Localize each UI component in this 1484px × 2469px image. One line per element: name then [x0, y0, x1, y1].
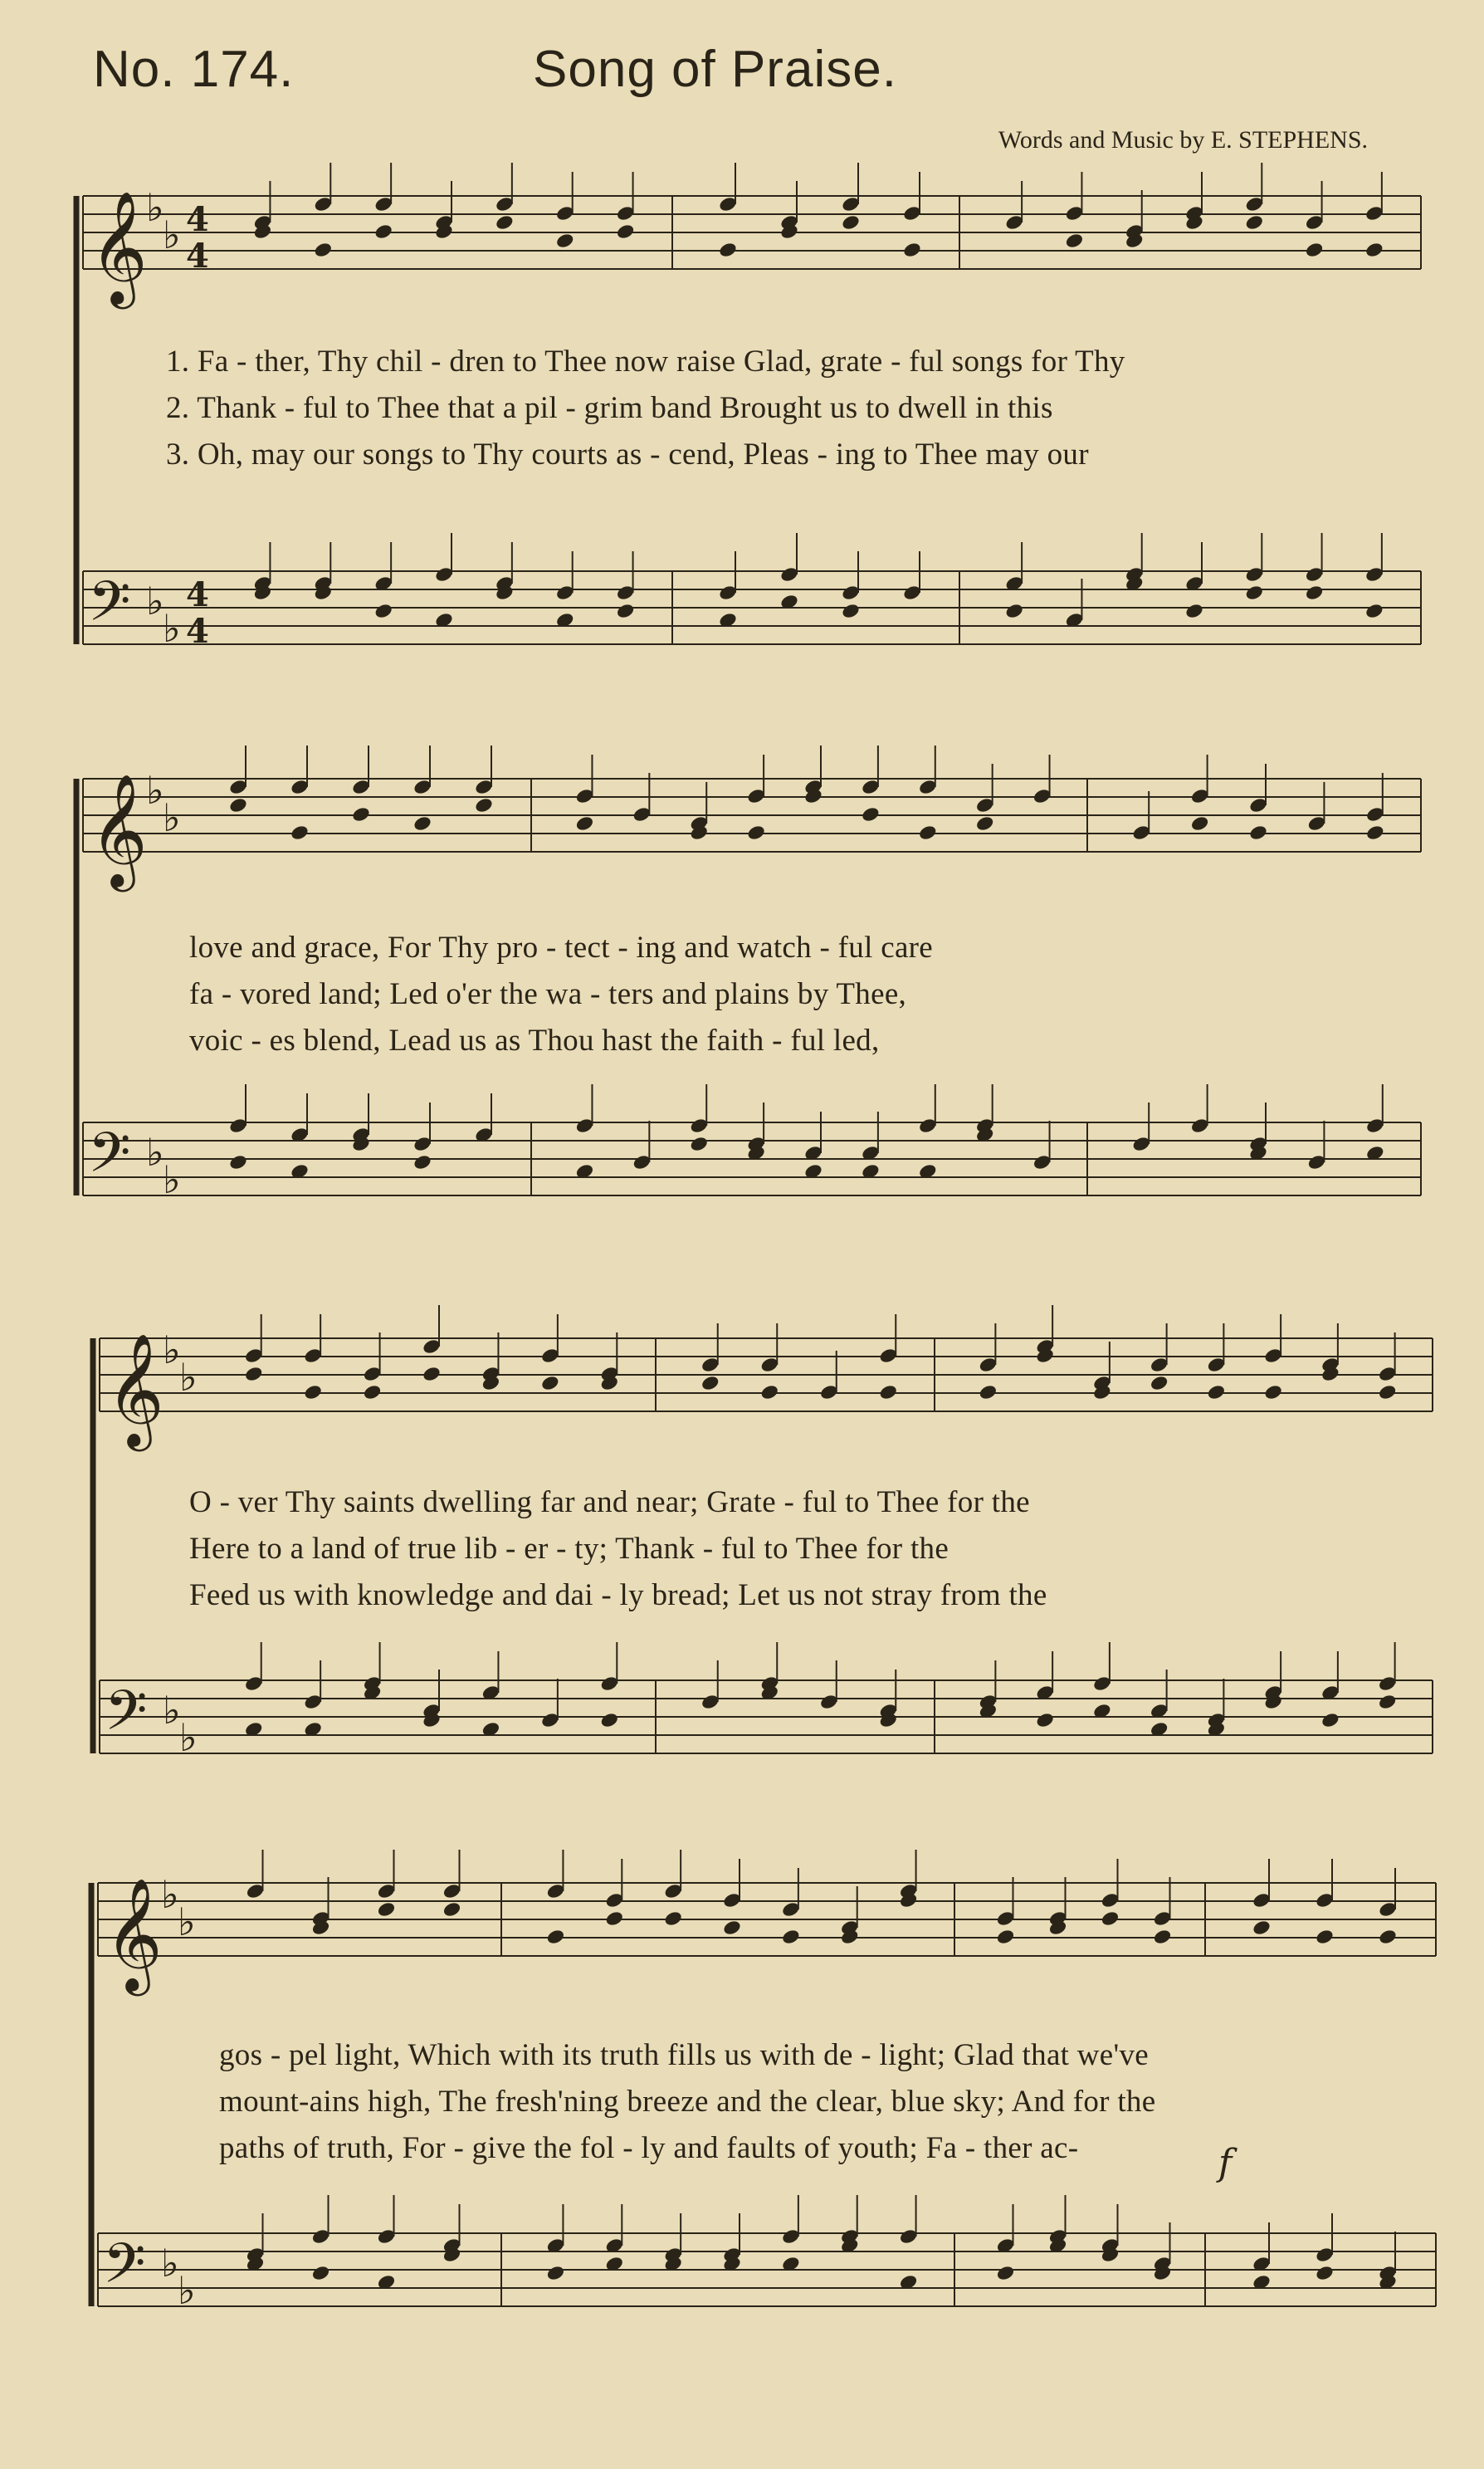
notehead	[995, 2264, 1015, 2281]
notehead	[746, 824, 766, 841]
notehead	[545, 1928, 565, 1945]
notehead	[373, 222, 393, 240]
notehead	[1150, 1374, 1169, 1391]
notehead	[555, 232, 575, 249]
lyric-line-verse-1: gos - pel light, Which with its truth fills us with de - light; Glad that we've	[219, 2038, 1150, 2072]
bass-clef: 𝄢	[105, 1679, 148, 1756]
notehead	[1244, 584, 1264, 601]
notehead	[1252, 1919, 1272, 1936]
notehead	[412, 814, 432, 832]
notehead	[351, 805, 371, 823]
notehead	[545, 2264, 565, 2281]
notehead	[1184, 602, 1204, 619]
bass-clef: 𝄢	[103, 2232, 146, 2309]
notehead	[663, 1909, 683, 1927]
staff-graphic	[0, 146, 1484, 711]
notehead	[1378, 1693, 1398, 1710]
notehead	[290, 824, 310, 841]
time-signature-top: 4	[186, 200, 209, 239]
notehead	[689, 1135, 709, 1152]
notehead	[495, 213, 515, 231]
key-flat: ♭	[146, 768, 164, 813]
key-flat: ♭	[179, 1715, 198, 1760]
treble-clef: 𝄞	[106, 1332, 164, 1446]
key-flat: ♭	[178, 1899, 196, 1944]
notehead	[995, 1928, 1015, 1945]
key-flat: ♭	[161, 1872, 179, 1917]
notehead	[442, 1900, 461, 1918]
notehead	[1378, 1383, 1398, 1401]
notehead	[376, 1900, 396, 1918]
treble-clef: 𝄞	[105, 1876, 163, 1991]
lyric-line-verse-2: Here to a land of true lib - er - ty; Thank - ful to Thee for the	[189, 1532, 949, 1566]
lyric-line-verse-2: fa - vored land; Led o'er the wa - ters and plains by Thee,	[189, 977, 907, 1011]
key-flat: ♭	[163, 213, 181, 257]
notehead	[599, 1711, 619, 1728]
notehead	[975, 814, 995, 832]
notehead	[1315, 1928, 1335, 1945]
notehead	[310, 2264, 330, 2281]
dynamic-marking: f	[1218, 2142, 1233, 2184]
notehead	[1064, 232, 1084, 249]
key-flat: ♭	[163, 1157, 181, 1202]
lyric-line-verse-1: love and grace, For Thy pro - tect - ing and watch - ful care	[189, 931, 934, 965]
notehead	[1320, 1711, 1340, 1728]
notehead	[228, 1153, 248, 1171]
notehead	[759, 1383, 779, 1401]
hymn-title: Song of Praise.	[533, 41, 897, 98]
music-system-1	[0, 146, 1484, 711]
notehead	[878, 1383, 898, 1401]
bass-clef: 𝄢	[88, 570, 131, 647]
notehead	[1206, 1383, 1226, 1401]
notehead	[1305, 241, 1325, 258]
notehead	[303, 1383, 323, 1401]
notehead	[1365, 824, 1385, 841]
lyric-line-verse-2: mount-ains high, The fresh'ning breeze and the clear, blue sky; And for the	[219, 2085, 1156, 2119]
notehead	[1152, 1928, 1172, 1945]
lyric-line-verse-3: Feed us with knowledge and dai - ly bread; Let us not stray from the	[189, 1578, 1047, 1612]
composer-credit: Words and Music by E. STEPHENS.	[998, 126, 1368, 154]
notehead	[718, 241, 738, 258]
notehead	[244, 1365, 264, 1382]
key-flat: ♭	[178, 2268, 196, 2313]
lyric-line-verse-1: O - ver Thy saints dwelling far and near; Grate - ful to Thee for the	[189, 1485, 1030, 1519]
notehead	[313, 241, 333, 258]
key-flat: ♭	[163, 1327, 181, 1372]
hymn-number: No. 174.	[93, 41, 295, 98]
notehead	[902, 241, 922, 258]
notehead	[616, 222, 636, 240]
notehead	[978, 1383, 998, 1401]
notehead	[861, 805, 881, 823]
lyric-line-verse-2: 2. Thank - ful to Thee that a pil - grim band Brought us to dwell in this	[166, 391, 1053, 425]
notehead	[540, 1374, 560, 1391]
key-flat: ♭	[146, 185, 164, 230]
notehead	[1035, 1711, 1055, 1728]
treble-clef: 𝄞	[90, 772, 148, 887]
key-flat: ♭	[161, 2241, 179, 2286]
notehead	[1315, 2264, 1335, 2281]
key-flat: ♭	[146, 1130, 164, 1175]
notehead	[701, 1374, 720, 1391]
notehead	[722, 1919, 742, 1936]
notehead	[841, 213, 861, 231]
key-flat: ♭	[146, 579, 164, 623]
notehead	[422, 1365, 442, 1382]
notehead	[616, 602, 636, 619]
notehead	[228, 796, 248, 814]
notehead	[474, 796, 494, 814]
bass-clef: 𝄢	[88, 1121, 131, 1198]
notehead	[1004, 602, 1024, 619]
notehead	[373, 602, 393, 619]
lyric-line-verse-3: paths of truth, For - give the fol - ly and faults of youth; Fa - ther ac-	[219, 2131, 1079, 2165]
time-signature-bottom: 4	[186, 237, 209, 276]
notehead	[604, 1909, 624, 1927]
time-signature-top: 4	[186, 575, 209, 614]
notehead	[1305, 584, 1325, 601]
notehead	[412, 1153, 432, 1171]
notehead	[1364, 241, 1384, 258]
notehead	[1244, 213, 1264, 231]
notehead	[1190, 814, 1210, 832]
notehead	[918, 824, 938, 841]
notehead	[574, 814, 594, 832]
key-flat: ♭	[179, 1355, 198, 1400]
lyric-line-verse-3: 3. Oh, may our songs to Thy courts as - cend, Pleas - ing to Thee may our	[166, 438, 1089, 472]
notehead	[841, 602, 861, 619]
lyric-line-verse-3: voic - es blend, Lead us as Thou hast the faith - ful led,	[189, 1024, 880, 1058]
notehead	[1248, 824, 1268, 841]
key-flat: ♭	[163, 795, 181, 840]
lyric-line-verse-1: 1. Fa - ther, Thy chil - dren to Thee now raise Glad, grate - ful songs for Thy	[166, 345, 1125, 379]
notehead	[1364, 602, 1384, 619]
notehead	[781, 1928, 801, 1945]
key-flat: ♭	[163, 1688, 181, 1733]
key-flat: ♭	[163, 606, 181, 651]
notehead	[363, 1383, 383, 1401]
time-signature-bottom: 4	[186, 612, 209, 651]
treble-clef: 𝄞	[90, 189, 148, 304]
notehead	[1378, 1928, 1398, 1945]
notehead	[1100, 1909, 1120, 1927]
notehead	[1263, 1383, 1283, 1401]
